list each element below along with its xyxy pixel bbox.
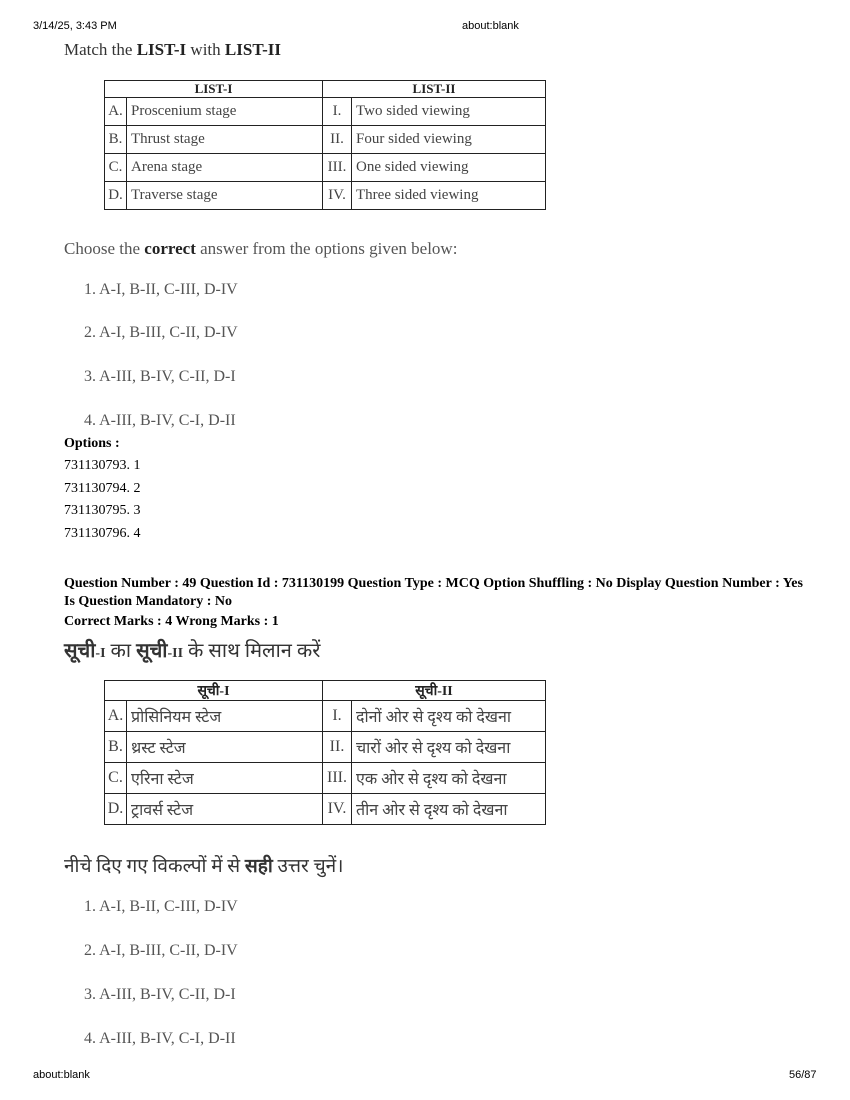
answer-option-1-en: 1. A-I, B-II, C-III, D-IV (84, 281, 238, 298)
options-label: Options : (64, 436, 120, 451)
row-key: D. (105, 182, 127, 210)
table-row (105, 763, 546, 794)
row-value: ट्रावर्स स्टेज (127, 794, 323, 825)
row-value: Arena stage (127, 154, 323, 182)
row-value: प्रोसिनियम स्टेज (127, 701, 323, 732)
answer-option-3-hi: 3. A-III, B-IV, C-II, D-I (84, 986, 236, 1003)
row-roman: I. (323, 98, 352, 126)
row-match: Four sided viewing (352, 126, 546, 154)
answer-option-2-en: 2. A-I, B-III, C-II, D-IV (84, 324, 238, 341)
print-timestamp: 3/14/25, 3:43 PM (33, 20, 117, 32)
row-roman: IV. (323, 182, 352, 210)
row-value: Proscenium stage (127, 98, 323, 126)
row-value: Traverse stage (127, 182, 323, 210)
table-row (105, 701, 546, 732)
row-value: एरिना स्टेज (127, 763, 323, 794)
choose-instruction-en: Choose the correct answer from the options given below: (64, 239, 458, 258)
row-roman: I. (323, 701, 352, 732)
table-row (105, 154, 546, 182)
row-value: थ्रस्ट स्टेज (127, 732, 323, 763)
question-heading-en: Match the LIST-I with LIST-II (64, 40, 281, 59)
list2-header-hi: सूची-II (323, 681, 546, 701)
answer-option-1-hi: 1. A-I, B-II, C-III, D-IV (84, 898, 238, 915)
answer-option-3-en: 3. A-III, B-IV, C-II, D-I (84, 368, 236, 385)
page-number: 56/87 (789, 1069, 817, 1081)
table-row (105, 98, 546, 126)
list2-header: LIST-II (323, 81, 546, 98)
list1-header: LIST-I (105, 81, 323, 98)
row-match: Three sided viewing (352, 182, 546, 210)
row-match: दोनों ओर से दृश्य को देखना (352, 701, 546, 732)
question-meta: Question Number : 49 Question Id : 731130199 Question Type : MCQ Option Shuffling : No Display Question Number : Yes Is Question Mandatory : No (64, 576, 803, 609)
option-id-4: 731130796. 4 (64, 526, 141, 541)
row-match: तीन ओर से दृश्य को देखना (352, 794, 546, 825)
row-roman: III. (323, 154, 352, 182)
row-match: एक ओर से दृश्य को देखना (352, 763, 546, 794)
table-row (105, 126, 546, 154)
row-match: One sided viewing (352, 154, 546, 182)
row-key: C. (105, 154, 127, 182)
match-table-en (104, 80, 546, 210)
row-key: A. (105, 701, 127, 732)
row-value: Thrust stage (127, 126, 323, 154)
table-row (105, 794, 546, 825)
row-roman: II. (323, 732, 352, 763)
row-key: D. (105, 794, 127, 825)
choose-instruction-hi: नीचे दिए गए विकल्पों में से सही उत्तर चुनें। (64, 856, 344, 877)
table-row (105, 732, 546, 763)
row-key: C. (105, 763, 127, 794)
row-key: B. (105, 732, 127, 763)
print-url-footer: about:blank (33, 1069, 90, 1081)
row-roman: IV. (323, 794, 352, 825)
question-marks: Correct Marks : 4 Wrong Marks : 1 (64, 614, 279, 629)
option-id-1: 731130793. 1 (64, 458, 141, 473)
row-key: A. (105, 98, 127, 126)
print-url-header: about:blank (462, 20, 519, 32)
match-table-hi (104, 680, 546, 825)
row-match: चारों ओर से दृश्य को देखना (352, 732, 546, 763)
row-roman: II. (323, 126, 352, 154)
row-match: Two sided viewing (352, 98, 546, 126)
row-roman: III. (323, 763, 352, 794)
answer-option-4-hi: 4. A-III, B-IV, C-I, D-II (84, 1030, 236, 1047)
question-heading-hi: सूची-I का सूची-II के साथ मिलान करें (64, 640, 321, 662)
answer-option-4-en: 4. A-III, B-IV, C-I, D-II (84, 412, 236, 429)
row-key: B. (105, 126, 127, 154)
option-id-3: 731130795. 3 (64, 503, 141, 518)
list1-header-hi: सूची-I (105, 681, 323, 701)
table-row (105, 182, 546, 210)
option-id-2: 731130794. 2 (64, 481, 141, 496)
answer-option-2-hi: 2. A-I, B-III, C-II, D-IV (84, 942, 238, 959)
